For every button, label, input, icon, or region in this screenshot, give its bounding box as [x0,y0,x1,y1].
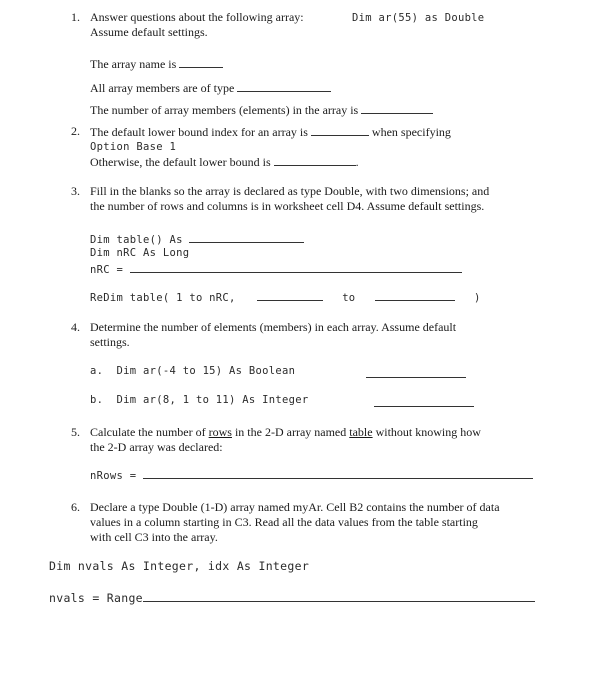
footer-code-1: Dim nvals As Integer, idx As Integer [49,559,310,573]
q4-b-blank[interactable] [374,395,474,407]
q3-code-1 [90,231,304,247]
q4-a-code: a. Dim ar(-4 to 15) As Boolean [90,365,296,377]
q5-code [90,467,533,483]
q5-text-a: Calculate the number of [90,425,206,439]
q2-text-b: when specifying [371,125,451,139]
q1-b-label: All array members are of type [90,81,235,95]
q4-a-blank[interactable] [366,366,466,378]
q1-text-2: Assume default settings. [90,25,208,39]
q6-text: Declare a type Double (1-D) array named myAr. Cell B2 contains the number of data [90,500,500,514]
q3-code-3 [90,261,462,277]
q1-c [90,102,433,117]
q3-redim-text: ReDim table( 1 to nRC, [90,292,236,304]
q1-code: Dim ar(55) as Double [352,12,485,24]
table-type-blank[interactable] [189,231,304,243]
q5-number: 5. [71,425,80,439]
q5-table: table [349,425,373,439]
nrows-blank[interactable] [143,467,533,479]
nvals-range-blank[interactable] [143,590,535,602]
redim-col-upper-blank[interactable] [375,289,455,301]
q3-number: 3. [71,184,80,198]
q3-text-2: the number of rows and columns is in worksheet cell D4. Assume default settings. [90,199,485,213]
q1-c-label: The number of array members (elements) in the array is [90,103,359,117]
q6-number: 6. [71,500,80,514]
q6-text-2: values in a column starting in C3. Read all the data values from the table starting [90,515,478,529]
q4-number: 4. [71,320,80,334]
q5-text-2: the 2-D array was declared: [90,440,223,454]
q1-number: 1. [71,10,80,24]
nrc-blank[interactable] [130,261,462,273]
q3-to: to [342,292,356,304]
array-type-blank[interactable] [237,80,331,92]
q3-close: ) [473,292,481,304]
q4-b-code: b. Dim ar(8, 1 to 11) As Integer [90,394,309,406]
q1-text: Answer questions about the following array: [90,10,304,24]
q2-code: Option Base 1 [90,141,177,153]
lower-bound-blank[interactable] [311,124,369,136]
q2-text: The default lower bound index for an array is [90,125,308,139]
q2-text-3: Otherwise, the default lower bound is [90,155,271,169]
q3-redim [90,289,481,305]
q4-text-2: settings. [90,335,130,349]
q3-code-3-text: nRC = [90,264,124,276]
q2-line1 [90,124,451,139]
redim-col-lower-blank[interactable] [257,289,323,301]
q5-text-b: in the 2-D array named [234,425,347,439]
q2-line3 [90,154,359,169]
q1-b [90,80,331,95]
q2-period: . [355,155,359,169]
element-count-blank[interactable] [361,102,433,114]
array-name-blank[interactable] [179,56,223,68]
q5-rows: rows [208,425,232,439]
footer-code-2 [49,590,535,605]
q2-number: 2. [71,124,80,138]
q5-line1 [90,425,481,439]
q5-code-text: nRows = [90,470,137,482]
q1-a [90,56,223,71]
q6-text-3: with cell C3 into the array. [90,530,218,544]
q5-text-c: without knowing how [375,425,481,439]
q4-text: Determine the number of elements (members) in each array. Assume default [90,320,457,334]
footer-code-2-text: nvals = Range [49,591,143,605]
q3-text: Fill in the blanks so the array is declared as type Double, with two dimensions; and [90,184,490,198]
q3-code-2: Dim nRC As Long [90,247,190,259]
default-lower-bound-blank[interactable] [274,154,356,166]
q3-code-1-text: Dim table() As [90,234,183,246]
q1-a-label: The array name is [90,57,177,71]
